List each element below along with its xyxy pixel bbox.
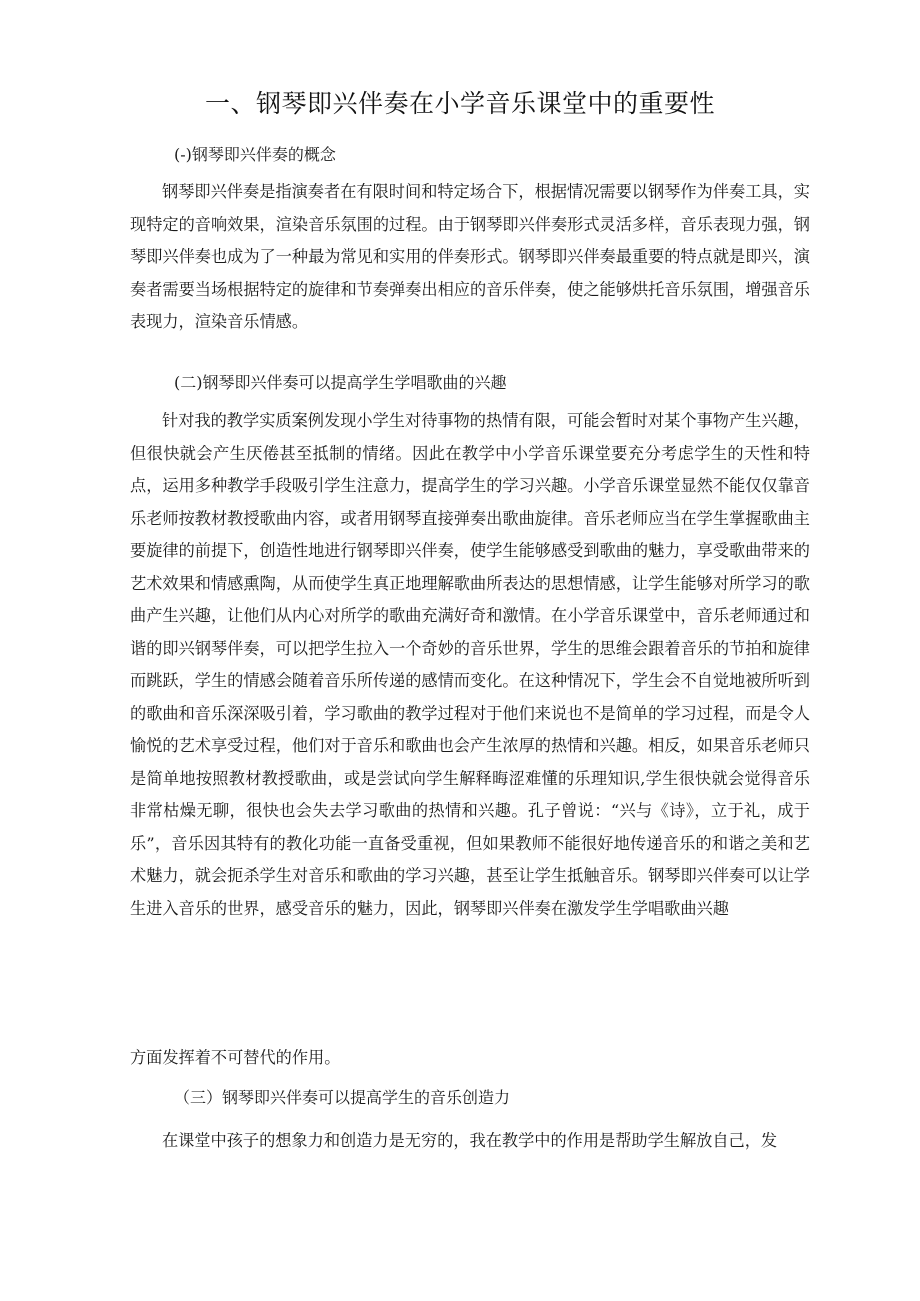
- section-heading-3: （三）钢琴即兴伴奏可以提高学生的音乐创造力: [174, 1088, 511, 1107]
- section-1-paragraph: 钢琴即兴伴奏是指演奏者在有限时间和特定场合下，根据情况需要以钢琴作为伴奏工具，实现特定的音响效果，渲染音乐氛围的过程。由于钢琴即兴伴奏形式灵活多样，音乐表现力强，钢琴即兴伴奏也成为了一种最为常见和实用的伴奏形式。钢琴即兴伴奏最重要的特点就是即兴，演奏者需要当场根据特定的旋律和节奏弹奏出相应的音乐伴奏，使之能够烘托音乐氛围，增强音乐表现力，渲染音乐情感。: [130, 182, 810, 331]
- section-2-trailing-line: 方面发挥着不可替代的作用。: [130, 1048, 341, 1067]
- section-heading-2: (二)钢琴即兴伴奏可以提高学生学唱歌曲的兴趣: [174, 373, 507, 392]
- section-heading-1: (-)钢琴即兴伴奏的概念: [174, 145, 336, 164]
- page-title: 一、钢琴即兴伴奏在小学音乐课堂中的重要性: [204, 89, 715, 118]
- section-3-paragraph: 在课堂中孩子的想象力和创造力是无穷的，我在教学中的作用是帮助学生解放自己，发: [162, 1131, 778, 1150]
- section-2-paragraph: 针对我的教学实质案例发现小学生对待事物的热情有限，可能会暂时对某个事物产生兴趣，但很快就会产生厌倦甚至抵制的情绪。因此在教学中小学音乐课堂要充分考虑学生的天性和特点，运用多种教学手段吸引学生注意力，提高学生的学习兴趣。小学音乐课堂显然不能仅仅靠音乐老师按教材教授歌曲内容，或者用钢琴直接弹奏出歌曲旋律。音乐老师应当在学生掌握歌曲主要旋律的前提下，创造性地进行钢琴即兴伴奏，使学生能够感受到歌曲的魅力，享受歌曲带来的艺术效果和情感熏陶，从而使学生真正地理解歌曲所表达的思想情感，让学生能够对所学习的歌曲产生兴趣，让他们从内心对所学的歌曲充满好奇和激情。在小学音乐课堂中，音乐老师通过和谐的即兴钢琴伴奏，可以把学生拉入一个奇妙的音乐世界，学生的思维会跟着音乐的节拍和旋律而跳跃，学生的情感会随着音乐所传递的感情而变化。在这种情况下，学生会不自觉地被所听到的歌曲和音乐深深吸引着，学习歌曲的教学过程对于他们来说也不是简单的学习过程，而是令人愉悦的艺术享受过程，他们对于音乐和歌曲也会产生浓厚的热情和兴趣。相反，如果音乐老师只是简单地按照教材教授歌曲，或是尝试向学生解释晦涩难懂的乐理知识,学生很快就会觉得音乐非常枯燥无聊，很快也会失去学习歌曲的热情和兴趣。孔子曾说：“兴与《诗》，立于礼，成于乐”，音乐因其特有的教化功能一直备受重视，但如果教师不能很好地传递音乐的和谐之美和艺术魅力，就会扼杀学生对音乐和歌曲的学习兴趣，甚至让学生抵触音乐。钢琴即兴伴奏可以让学生进入音乐的世界，感受音乐的魅力，因此，钢琴即兴伴奏在激发学生学唱歌曲兴趣: [130, 411, 810, 918]
